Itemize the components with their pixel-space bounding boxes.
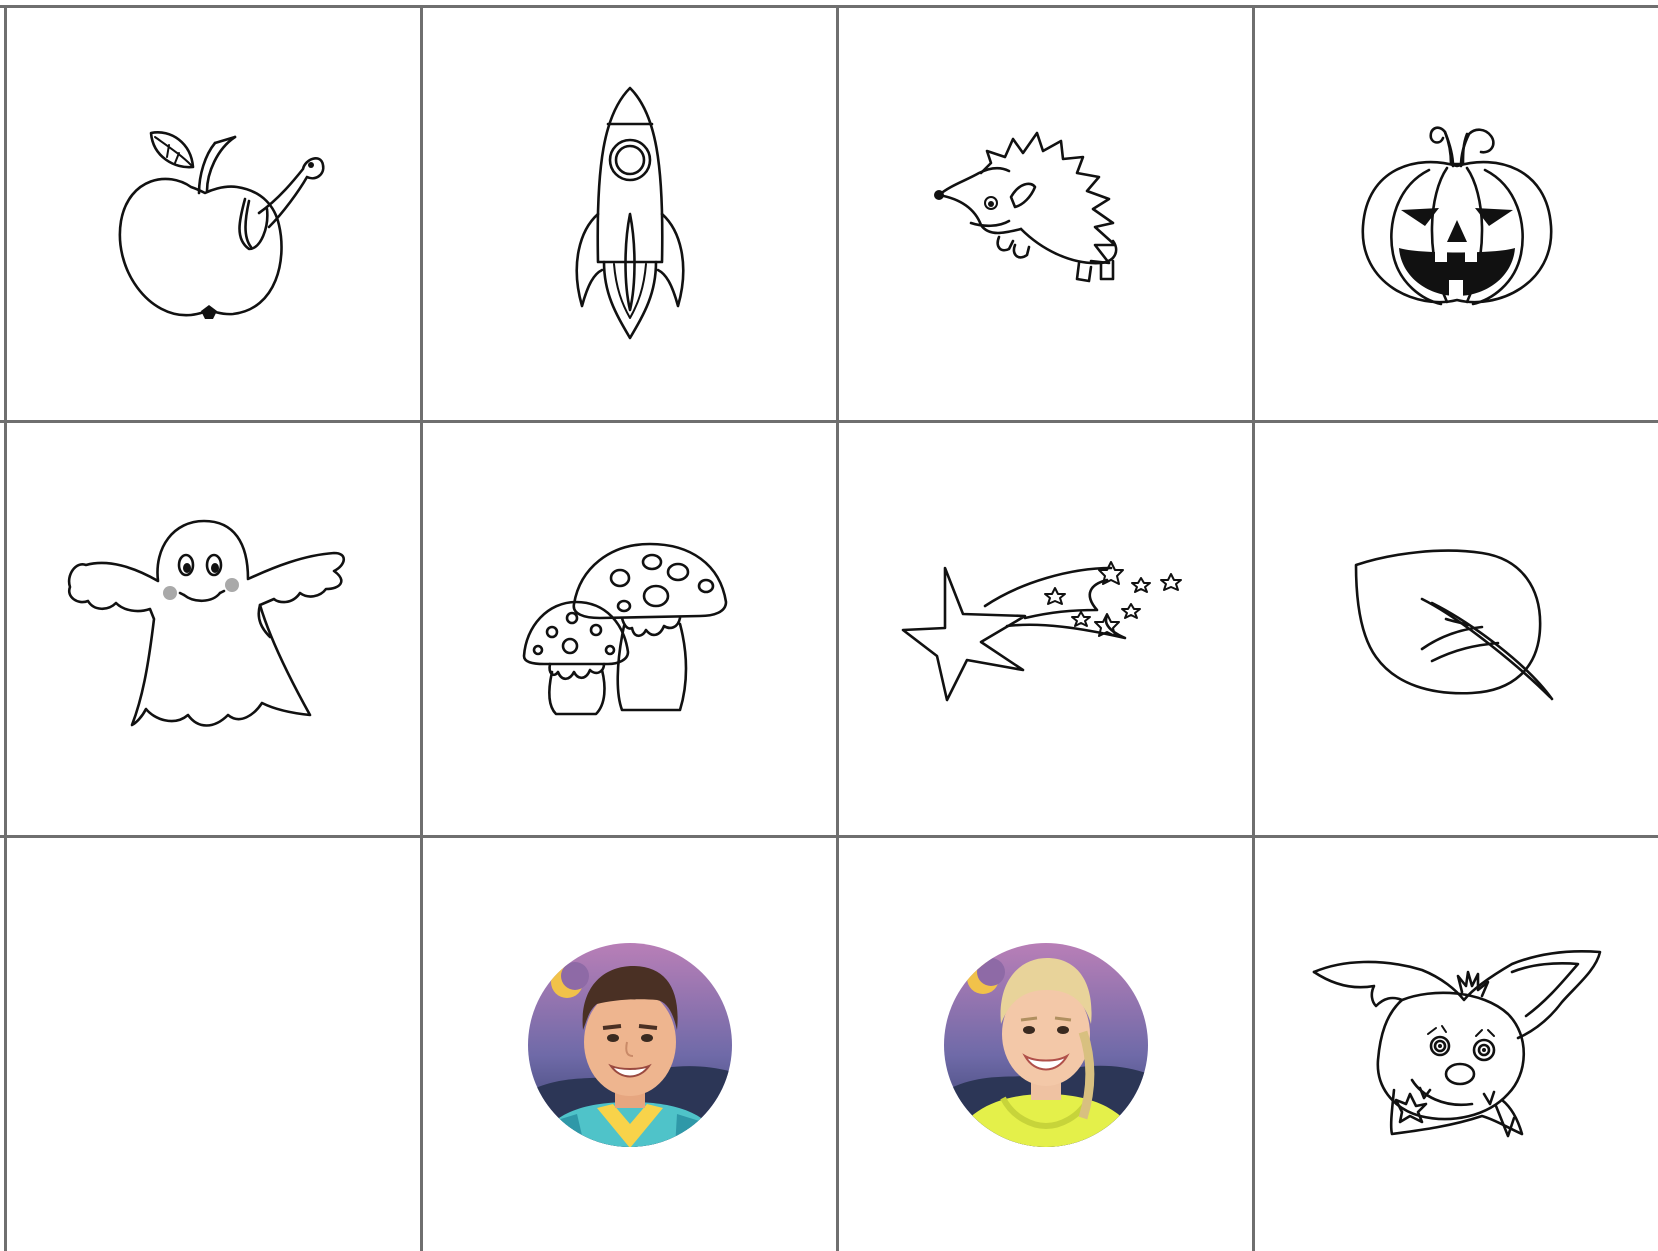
jack-o-lantern-icon [1357, 114, 1557, 314]
cell-bat-character[interactable] [1255, 838, 1658, 1251]
mushrooms-icon [520, 534, 740, 724]
ghost-icon [64, 519, 364, 739]
leaf-icon [1352, 549, 1562, 709]
cell-woman-portrait[interactable] [839, 838, 1252, 1251]
cell-rocket[interactable] [423, 8, 836, 420]
cell-empty[interactable] [7, 838, 420, 1251]
apple-with-worm-icon [109, 109, 319, 319]
cell-mushrooms[interactable] [423, 423, 836, 835]
cell-shooting-star[interactable] [839, 423, 1252, 835]
rocket-icon [560, 84, 700, 344]
cell-leaf[interactable] [1255, 423, 1658, 835]
shooting-star-icon [901, 554, 1191, 704]
cell-apple[interactable] [7, 8, 420, 420]
woman-portrait-photo [943, 942, 1149, 1148]
hedgehog-icon [931, 129, 1161, 299]
cell-pumpkin[interactable] [1255, 8, 1658, 420]
cell-ghost[interactable] [7, 423, 420, 835]
cell-man-portrait[interactable] [423, 838, 836, 1251]
man-portrait-photo [527, 942, 733, 1148]
bat-character-icon [1312, 950, 1602, 1140]
cell-hedgehog[interactable] [839, 8, 1252, 420]
